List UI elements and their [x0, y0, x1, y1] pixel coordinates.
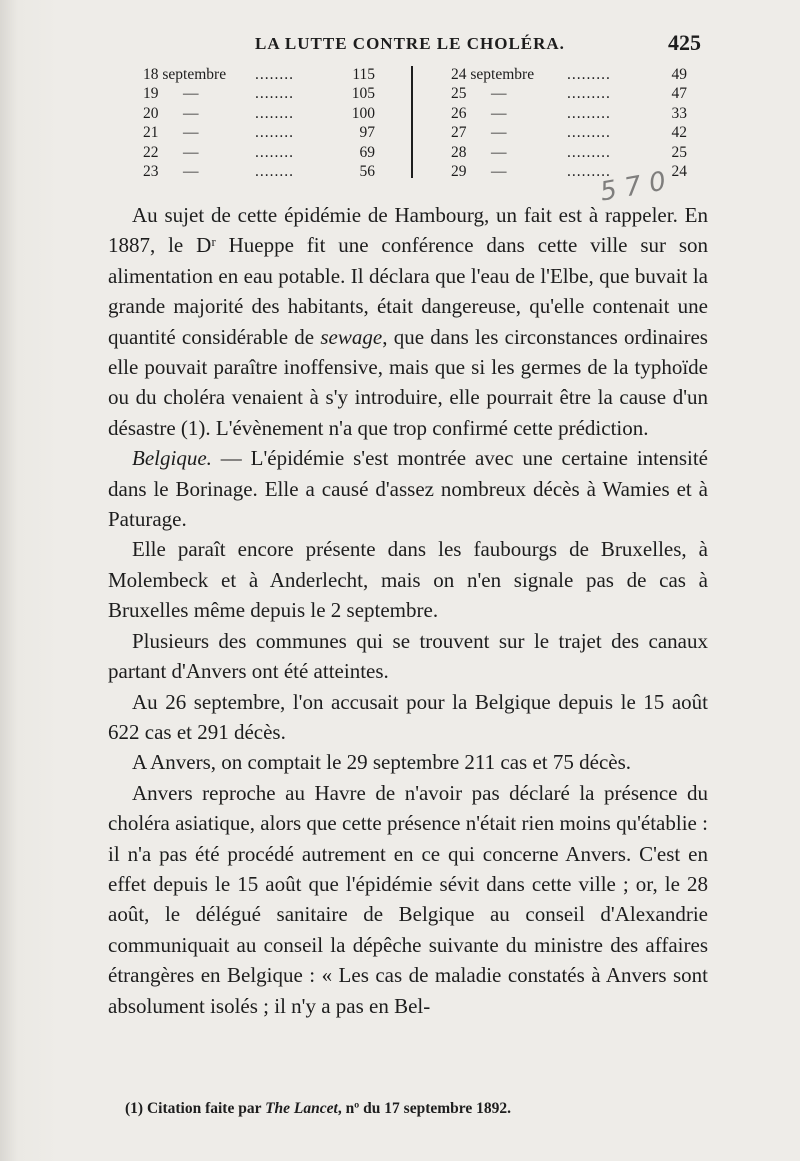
- row-date: 29: [451, 162, 467, 180]
- paragraph-text: Anvers reproche au Havre de n'avoir pas déclaré la présence du choléra asiatique, alors que cette présence n'était rien moins qu'établie : il n'a pas été procédé autrement en ce qui concerne Anvers. C'est en effet depuis le 15 août que l'épidémie sévit dans cette ville ; or, le 28 août, le délégué sanitaire de Belgique au conseil d'Alexandrie communiquait au conseil la dépêche suivante du ministre des affaires étrangères en Belgique : « Les cas de maladie constatés à Anvers sont absolument isolés ; il n'y a pas en Bel-: [108, 780, 708, 1018]
- page-number: 425: [668, 30, 701, 55]
- row-date: 26: [451, 104, 467, 122]
- row-leader-dots: .........: [567, 124, 611, 142]
- row-value: 24: [671, 162, 687, 180]
- row-leader-dots: .........: [567, 162, 611, 180]
- row-dash: —: [183, 124, 199, 142]
- table-row: [451, 105, 687, 124]
- paragraph-text: Au 26 septembre, l'on accusait pour la Belgique depuis le 15 août 622 cas et 291 décès.: [108, 689, 708, 744]
- row-value: 42: [671, 124, 687, 142]
- table-row: [451, 85, 687, 104]
- row-leader-dots: ........: [255, 66, 294, 83]
- row-value: 105: [351, 85, 375, 103]
- paragraph-totals: [108, 687, 708, 748]
- row-dash: —: [183, 143, 199, 161]
- row-value: 115: [352, 66, 375, 83]
- paragraph-text: Elle paraît encore présente dans les faubourgs de Bruxelles, à Molembeck et à Anderlecht, mais on n'en signale pas de cas à Bruxelles même depuis le 2 septembre.: [108, 537, 708, 623]
- paragraph-bruxelles: [108, 534, 708, 625]
- table-row: [451, 124, 687, 143]
- row-dash: —: [491, 162, 507, 180]
- row-date: 27: [451, 124, 467, 142]
- row-date: 28: [451, 143, 467, 161]
- row-date: 18 septembre: [143, 66, 227, 83]
- row-leader-dots: ........: [255, 104, 294, 122]
- footnote-text: , nº du 17 septembre 1892.: [337, 1100, 511, 1117]
- table-column-left: [143, 66, 375, 182]
- footnote: [125, 1100, 725, 1118]
- table-row: [143, 163, 375, 182]
- table-row: [143, 124, 375, 143]
- row-value: 100: [351, 104, 375, 122]
- paragraph-belgique: [108, 443, 708, 534]
- table-row: [143, 85, 375, 104]
- row-leader-dots: .........: [567, 66, 611, 83]
- section-heading-italic: Belgique.: [132, 446, 212, 471]
- row-value: 25: [671, 143, 687, 161]
- handwritten-annotation: 5 7 0: [597, 166, 669, 208]
- row-dash: —: [183, 85, 199, 103]
- row-date: 24 septembre: [451, 66, 535, 83]
- running-title: LA LUTTE CONTRE LE CHOLÉRA.: [255, 34, 565, 53]
- paragraph-text: A Anvers, on comptait le 29 septembre 211 cas et 75 décès.: [132, 750, 632, 775]
- row-leader-dots: ........: [255, 85, 294, 103]
- row-value: 56: [359, 162, 375, 180]
- table-row: [143, 66, 375, 85]
- daily-cases-table: [143, 66, 703, 186]
- row-dash: —: [183, 162, 199, 180]
- paragraph-text: — L'épidémie s'est montrée avec une certaine intensité dans le Borinage. Elle a causé d'assez nombreux décès à Wamies et à Paturage.: [108, 446, 708, 532]
- footnote-source-italic: The Lancet: [265, 1100, 338, 1117]
- page-header: [0, 30, 800, 58]
- row-leader-dots: ........: [255, 162, 294, 180]
- table-row: [451, 66, 687, 85]
- row-date: 25: [451, 85, 467, 103]
- paragraph-hambourg: [108, 200, 708, 443]
- row-leader-dots: .........: [567, 85, 611, 103]
- body-text: [108, 200, 708, 1021]
- row-value: 33: [671, 104, 687, 122]
- table-row: [143, 144, 375, 163]
- row-date: 21: [143, 124, 159, 142]
- row-leader-dots: .........: [567, 143, 611, 161]
- table-divider: [411, 66, 413, 178]
- table-column-right: [451, 66, 687, 182]
- paragraph-text: Plusieurs des communes qui se trouvent sur le trajet des canaux partant d'Anvers ont été atteintes.: [108, 628, 708, 684]
- row-dash: —: [491, 143, 507, 161]
- row-leader-dots: .........: [567, 104, 611, 122]
- row-date: 19: [143, 85, 159, 103]
- row-dash: —: [491, 85, 507, 103]
- row-value: 47: [671, 85, 687, 103]
- row-leader-dots: ........: [255, 143, 294, 161]
- paragraph-anvers-reproche: [108, 778, 708, 1021]
- row-dash: —: [491, 124, 507, 142]
- table-row: [451, 144, 687, 163]
- table-row: [143, 105, 375, 124]
- row-value: 49: [671, 66, 687, 83]
- row-dash: —: [183, 104, 199, 122]
- paragraph-text: , que dans les circonstances ordinaires elle pouvait paraître inoffensive, mais que si les germes de la typhoïde ou du choléra venaient à s'y introduire, elle pourrait être la cause d'un désastre (1). L'évènement n'a que trop confirmé cette prédiction.: [108, 324, 708, 440]
- row-date: 23: [143, 162, 159, 180]
- row-leader-dots: ........: [255, 124, 294, 142]
- row-date: 20: [143, 104, 159, 122]
- paragraph-anvers-count: [108, 747, 708, 777]
- footnote-text: (1) Citation faite par: [125, 1100, 266, 1117]
- row-dash: —: [491, 104, 507, 122]
- paragraph-text: Au sujet de cette épidémie de Hambourg, un fait est à rappeler. En 1887, le Dʳ Hueppe fit une conférence dans cette ville sur son alimentation en eau potable. Il déclara que l'eau de l'Elbe, que buvait la grande majorité des habitants, était dangereuse, qu'elle contenait une quantité considérable de: [108, 203, 708, 349]
- row-value: 69: [359, 143, 375, 161]
- row-date: 22: [143, 143, 159, 161]
- italic-term: sewage: [320, 324, 383, 349]
- row-value: 97: [359, 124, 375, 142]
- paragraph-communes: [108, 626, 708, 687]
